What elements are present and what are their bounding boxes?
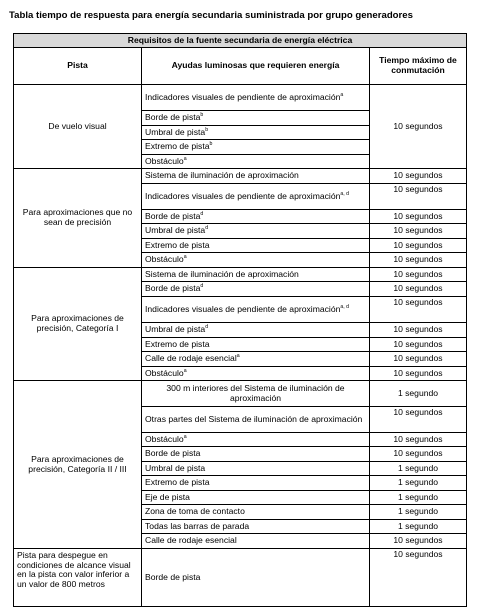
table-row: [14, 381, 467, 407]
ayuda-cell: [142, 224, 370, 239]
tiempo-cell: 1 segundo: [370, 381, 467, 407]
ayuda-label: Sistema de iluminación de aproximación: [145, 170, 299, 181]
ayuda-label: Obstáculo: [145, 367, 184, 378]
tiempo-cell: 1 segundo: [370, 491, 467, 505]
ayuda-label: Indicadores visuales de pendiente de aproximación: [145, 303, 341, 314]
ayuda-cell: [142, 491, 370, 505]
tiempo-cell: 10 segundos: [370, 338, 467, 352]
ayuda-cell: [142, 297, 370, 323]
ayuda-cell: [142, 367, 370, 381]
pista-cell: Para aproximaciones de precisión, Categoría II / III: [14, 381, 142, 549]
pista-cell: Para aproximaciones que no sean de precisión: [14, 169, 142, 268]
ayuda-cell: [142, 268, 370, 282]
tiempo-cell: 1 segundo: [370, 476, 467, 491]
ayuda-cell: [142, 169, 370, 184]
column-header-tiempo: Tiempo máximo de conmutación: [370, 48, 467, 85]
tiempo-cell: 10 segundos: [370, 184, 467, 210]
tiempo-cell: 10 segundos: [370, 407, 467, 433]
tiempo-cell: 10 segundos: [370, 352, 467, 367]
footnote-marker: d: [205, 225, 209, 232]
ayuda-cell: [142, 338, 370, 352]
table-row: [14, 85, 467, 111]
ayuda-cell: [142, 323, 370, 338]
ayuda-label: Obstáculo: [145, 433, 184, 444]
footnote-marker: d: [205, 324, 209, 331]
ayuda-cell: [142, 282, 370, 297]
ayuda-label: Extremo de pista: [145, 338, 210, 349]
ayuda-label: Indicadores visuales de pendiente de aproximación: [145, 190, 341, 201]
tiempo-cell: 10 segundos: [370, 268, 467, 282]
pista-cell: Pista para despegue en condiciones de alcance visual en la pista con valor inferior a un valor de 800 metros: [14, 549, 142, 607]
table-group-header: Requisitos de la fuente secundaria de energía eléctrica: [14, 34, 467, 48]
column-header-ayudas: Ayudas luminosas que requieren energía: [142, 48, 370, 85]
footnote-marker: b: [200, 112, 204, 119]
footnote-marker: b: [205, 126, 209, 133]
pista-cell: Para aproximaciones de precisión, Categoría I: [14, 268, 142, 381]
ayuda-cell: [142, 140, 370, 155]
tiempo-cell: 10 segundos: [370, 85, 467, 169]
tiempo-cell: 10 segundos: [370, 447, 467, 462]
ayuda-cell: [142, 111, 370, 126]
ayuda-label: Borde de pista: [145, 571, 201, 582]
tiempo-cell: 10 segundos: [370, 210, 467, 224]
ayuda-cell: [142, 184, 370, 210]
tiempo-cell: 1 segundo: [370, 505, 467, 520]
ayuda-cell: [142, 433, 370, 447]
requirements-table: [13, 33, 467, 607]
pista-cell: De vuelo visual: [14, 85, 142, 169]
ayuda-label: Borde de pista: [145, 283, 201, 294]
ayuda-label: Otras partes del Sistema de iluminación de aproximación: [145, 413, 363, 424]
tiempo-cell: 10 segundos: [370, 433, 467, 447]
ayuda-label: Borde de pista: [145, 448, 201, 459]
ayuda-cell: [142, 253, 370, 268]
ayuda-cell: [142, 155, 370, 169]
ayuda-cell: [142, 549, 370, 607]
footnote-marker: a: [183, 254, 187, 261]
ayuda-label: Obstáculo: [145, 254, 184, 265]
ayuda-label: Extremo de pista: [145, 477, 210, 488]
ayuda-label: Zona de toma de contacto: [145, 506, 245, 517]
ayuda-cell: [142, 239, 370, 253]
tiempo-cell: 10 segundos: [370, 297, 467, 323]
ayuda-cell: [142, 381, 370, 407]
table-column-header-row: [14, 48, 467, 85]
ayuda-label: Calle de rodaje esencial: [145, 353, 237, 364]
ayuda-label: Indicadores visuales de pendiente de aproximación: [145, 91, 341, 102]
ayuda-cell: [142, 505, 370, 520]
table-group-header-row: [14, 34, 467, 48]
ayuda-label: Extremo de pista: [145, 239, 210, 250]
tiempo-cell: 10 segundos: [370, 534, 467, 549]
ayuda-cell: [142, 534, 370, 549]
ayuda-label: Todas las barras de parada: [145, 520, 250, 531]
footnote-marker: a: [183, 433, 187, 440]
ayuda-cell: [142, 476, 370, 491]
column-header-pista: Pista: [14, 48, 142, 85]
footnote-marker: d: [200, 283, 204, 290]
ayuda-label: Umbral de pista: [145, 462, 206, 473]
tiempo-cell: 1 segundo: [370, 520, 467, 534]
ayuda-label: Sistema de iluminación de aproximación: [145, 268, 299, 279]
ayuda-cell: [142, 407, 370, 433]
ayuda-cell: [142, 352, 370, 367]
ayuda-label: Eje de pista: [145, 491, 190, 502]
tiempo-cell: 10 segundos: [370, 224, 467, 239]
tiempo-cell: 10 segundos: [370, 367, 467, 381]
footnote-marker: a: [183, 155, 187, 162]
ayuda-label: Borde de pista: [145, 210, 201, 221]
tiempo-cell: 10 segundos: [370, 323, 467, 338]
ayuda-label: Calle de rodaje esencial: [145, 535, 237, 546]
ayuda-cell: [142, 520, 370, 534]
footnote-marker: a, d: [340, 303, 350, 310]
page-title: Tabla tiempo de respuesta para energía secundaria suministrada por grupo generadores: [9, 10, 413, 21]
ayuda-label: Umbral de pista: [145, 225, 206, 236]
footnote-marker: a: [340, 91, 344, 98]
ayuda-cell: [142, 447, 370, 462]
tiempo-cell: 10 segundos: [370, 169, 467, 184]
footnote-marker: d: [200, 210, 204, 217]
table-body: [14, 85, 467, 607]
table-row: [14, 268, 467, 282]
footnote-marker: a: [183, 367, 187, 374]
ayuda-cell: [142, 210, 370, 224]
ayuda-label: Umbral de pista: [145, 324, 206, 335]
table-row: [14, 549, 467, 607]
tiempo-cell: 10 segundos: [370, 253, 467, 268]
tiempo-cell: 1 segundo: [370, 462, 467, 476]
ayuda-label: Extremo de pista: [145, 141, 210, 152]
ayuda-cell: [142, 462, 370, 476]
table-row: [14, 169, 467, 184]
ayuda-label: Umbral de pista: [145, 126, 206, 137]
tiempo-cell: 10 segundos: [370, 549, 467, 607]
footnote-marker: a: [236, 353, 240, 360]
ayuda-cell: [142, 126, 370, 140]
ayuda-cell: [142, 85, 370, 111]
tiempo-cell: 10 segundos: [370, 282, 467, 297]
tiempo-cell: 10 segundos: [370, 239, 467, 253]
ayuda-label: Obstáculo: [145, 155, 184, 166]
ayuda-label: 300 m interiores del Sistema de iluminación de aproximación: [166, 382, 345, 403]
footnote-marker: b: [209, 141, 213, 148]
ayuda-label: Borde de pista: [145, 112, 201, 123]
footnote-marker: a, d: [340, 190, 350, 197]
